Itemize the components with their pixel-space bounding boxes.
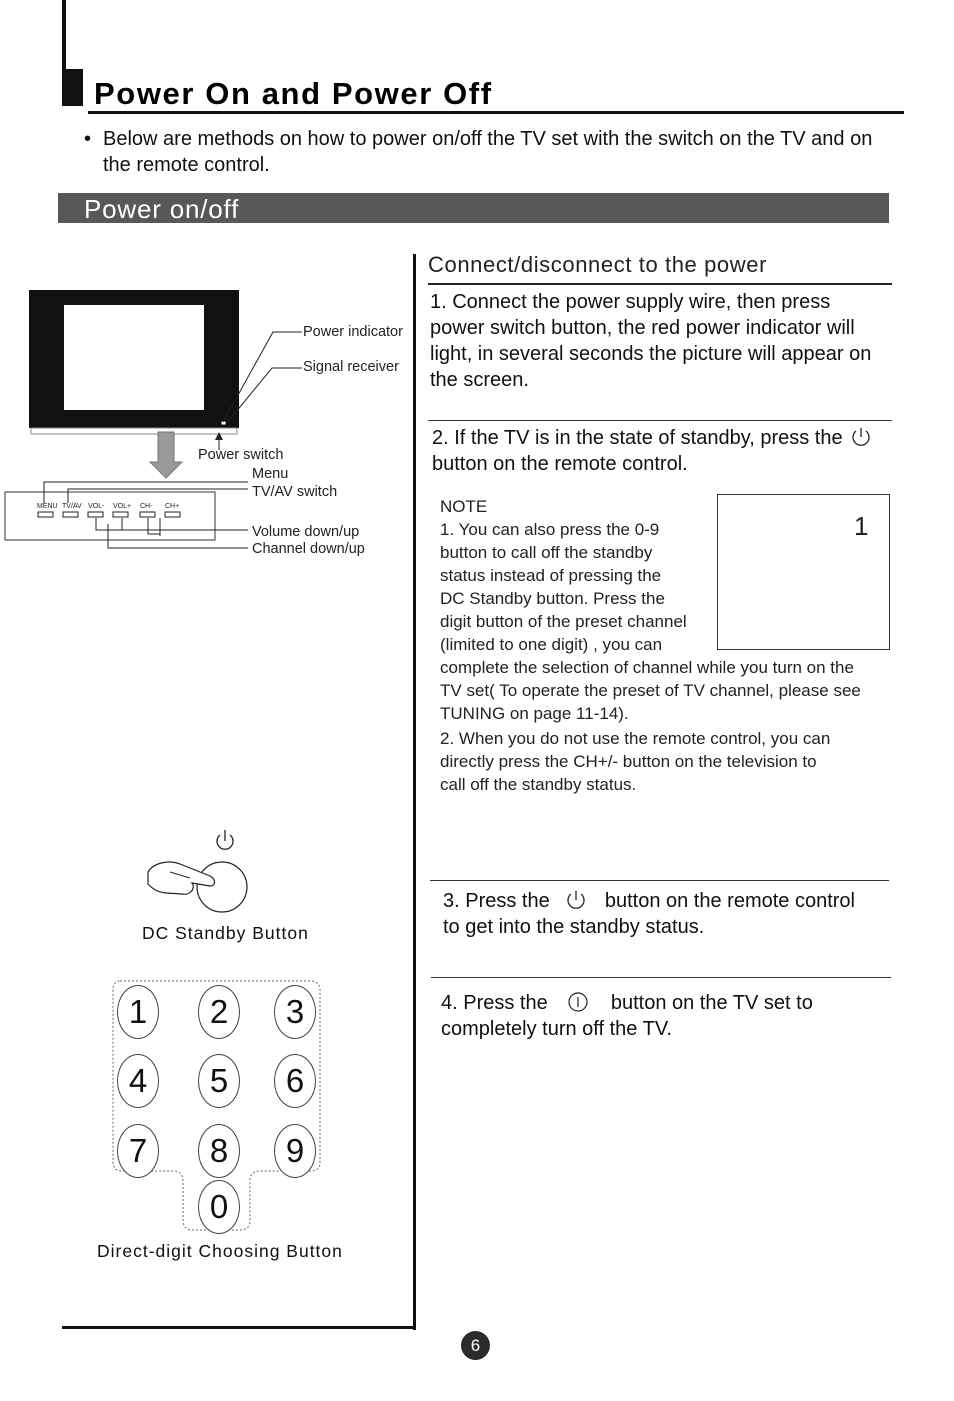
section-banner	[58, 193, 889, 223]
control-panel	[5, 492, 215, 540]
digit-key-3[interactable]: 3	[274, 985, 316, 1039]
intro-paragraph	[84, 126, 904, 178]
note-line: TUNING on page 11-14).	[440, 704, 629, 723]
digit-key-9[interactable]: 9	[274, 1124, 316, 1178]
standby-button-circle	[197, 862, 247, 912]
note-line: status instead of pressing the	[440, 566, 662, 585]
note-line: call off the standby status.	[440, 775, 637, 794]
note-line: TV set( To operate the preset of TV channel, please see	[440, 681, 861, 700]
title-underline	[88, 111, 904, 114]
step-2-text-b: button on the remote control.	[432, 453, 688, 475]
step-2	[432, 425, 902, 477]
note-line: digit button of the preset channel	[440, 612, 687, 631]
digit-key-6[interactable]: 6	[274, 1054, 316, 1108]
panel-label-ch-down: CH-	[140, 503, 153, 510]
note-line: 1. You can also press the 0-9	[440, 520, 660, 539]
digit-key-7[interactable]: 7	[117, 1124, 159, 1178]
step-3-divider	[430, 880, 889, 881]
note-line: 2. When you do not use the remote control, you can	[440, 729, 831, 748]
label-tvav-switch: TV/AV switch	[252, 484, 338, 500]
note-line: complete the selection of channel while you turn on the	[440, 658, 854, 677]
label-channel: Channel down/up	[252, 541, 365, 557]
step-4-text-c: completely turn off the TV.	[441, 1018, 672, 1040]
subheading-underline	[428, 283, 892, 285]
step-3-text-b: button on the remote control	[604, 890, 855, 912]
step-1: 1. Connect the power supply wire, then press power switch button, the red power indicator will light, in several seconds the picture will appear on the screen.	[430, 291, 872, 391]
down-arrow-icon	[150, 432, 182, 478]
standby-caption: DC Standby Button	[142, 923, 309, 943]
page-title: Power On and Power Off	[94, 76, 493, 111]
panel-label-ch-up: CH+	[165, 503, 180, 510]
note-line: directly press the CH+/- button on the television to	[440, 752, 817, 771]
panel-label-tvav: TV/AV	[62, 503, 82, 510]
digit-key-0[interactable]: 0	[198, 1180, 240, 1234]
step-4-text-a: 4. Press the	[441, 992, 548, 1014]
screen-preview-digit: 1	[854, 511, 869, 541]
bullet-icon: •	[84, 128, 92, 150]
page-number: 6	[461, 1331, 490, 1360]
digit-key-5[interactable]: 5	[198, 1054, 240, 1108]
note-line: DC Standby button. Press the	[440, 589, 665, 608]
section-banner-title: Power on/off	[84, 194, 240, 224]
step-4-text-b: button on the TV set to	[610, 992, 813, 1014]
label-power-indicator: Power indicator	[303, 324, 403, 340]
screen-preview-box	[717, 494, 890, 650]
label-signal-receiver: Signal receiver	[303, 359, 399, 375]
standby-illustration	[140, 826, 260, 918]
step-3	[443, 888, 893, 940]
label-menu: Menu	[252, 466, 289, 482]
note-line: (limited to one digit) , you can	[440, 635, 663, 654]
note-heading: NOTE	[440, 497, 488, 516]
panel-label-vol-down: VOL-	[88, 503, 105, 510]
power-icon	[565, 889, 587, 911]
tv-screen	[64, 305, 204, 410]
digit-key-4[interactable]: 4	[117, 1054, 159, 1108]
power-switch-icon	[567, 991, 589, 1013]
step-3-text-c: to get into the standby status.	[443, 916, 705, 938]
step-1-divider	[428, 420, 892, 421]
label-volume: Volume down/up	[252, 524, 360, 540]
header-block	[62, 69, 83, 106]
digit-key-8[interactable]: 8	[198, 1124, 240, 1178]
digit-caption: Direct-digit Choosing Button	[97, 1241, 343, 1261]
panel-label-menu: MENU	[37, 503, 58, 510]
step-2-text-a: 2. If the TV is in the state of standby, press the	[432, 427, 843, 449]
digit-key-1[interactable]: 1	[117, 985, 159, 1039]
digit-key-2[interactable]: 2	[198, 985, 240, 1039]
tv-stand	[31, 428, 237, 434]
column-divider	[413, 254, 416, 1330]
power-icon	[850, 426, 872, 448]
intro-text: Below are methods on how to power on/off the TV set with the switch on the TV and on the remote control.	[103, 128, 873, 176]
step-3-text-a: 3. Press the	[443, 890, 550, 912]
connect-subheading: Connect/disconnect to the power	[428, 252, 768, 277]
note-line: button to call off the standby	[440, 543, 653, 562]
power-icon	[217, 830, 233, 849]
step-4	[441, 990, 891, 1042]
panel-label-vol-up: VOL+	[113, 503, 132, 510]
label-power-switch: Power switch	[198, 447, 284, 463]
step-4-divider	[431, 977, 891, 978]
bottom-rule	[62, 1326, 416, 1329]
